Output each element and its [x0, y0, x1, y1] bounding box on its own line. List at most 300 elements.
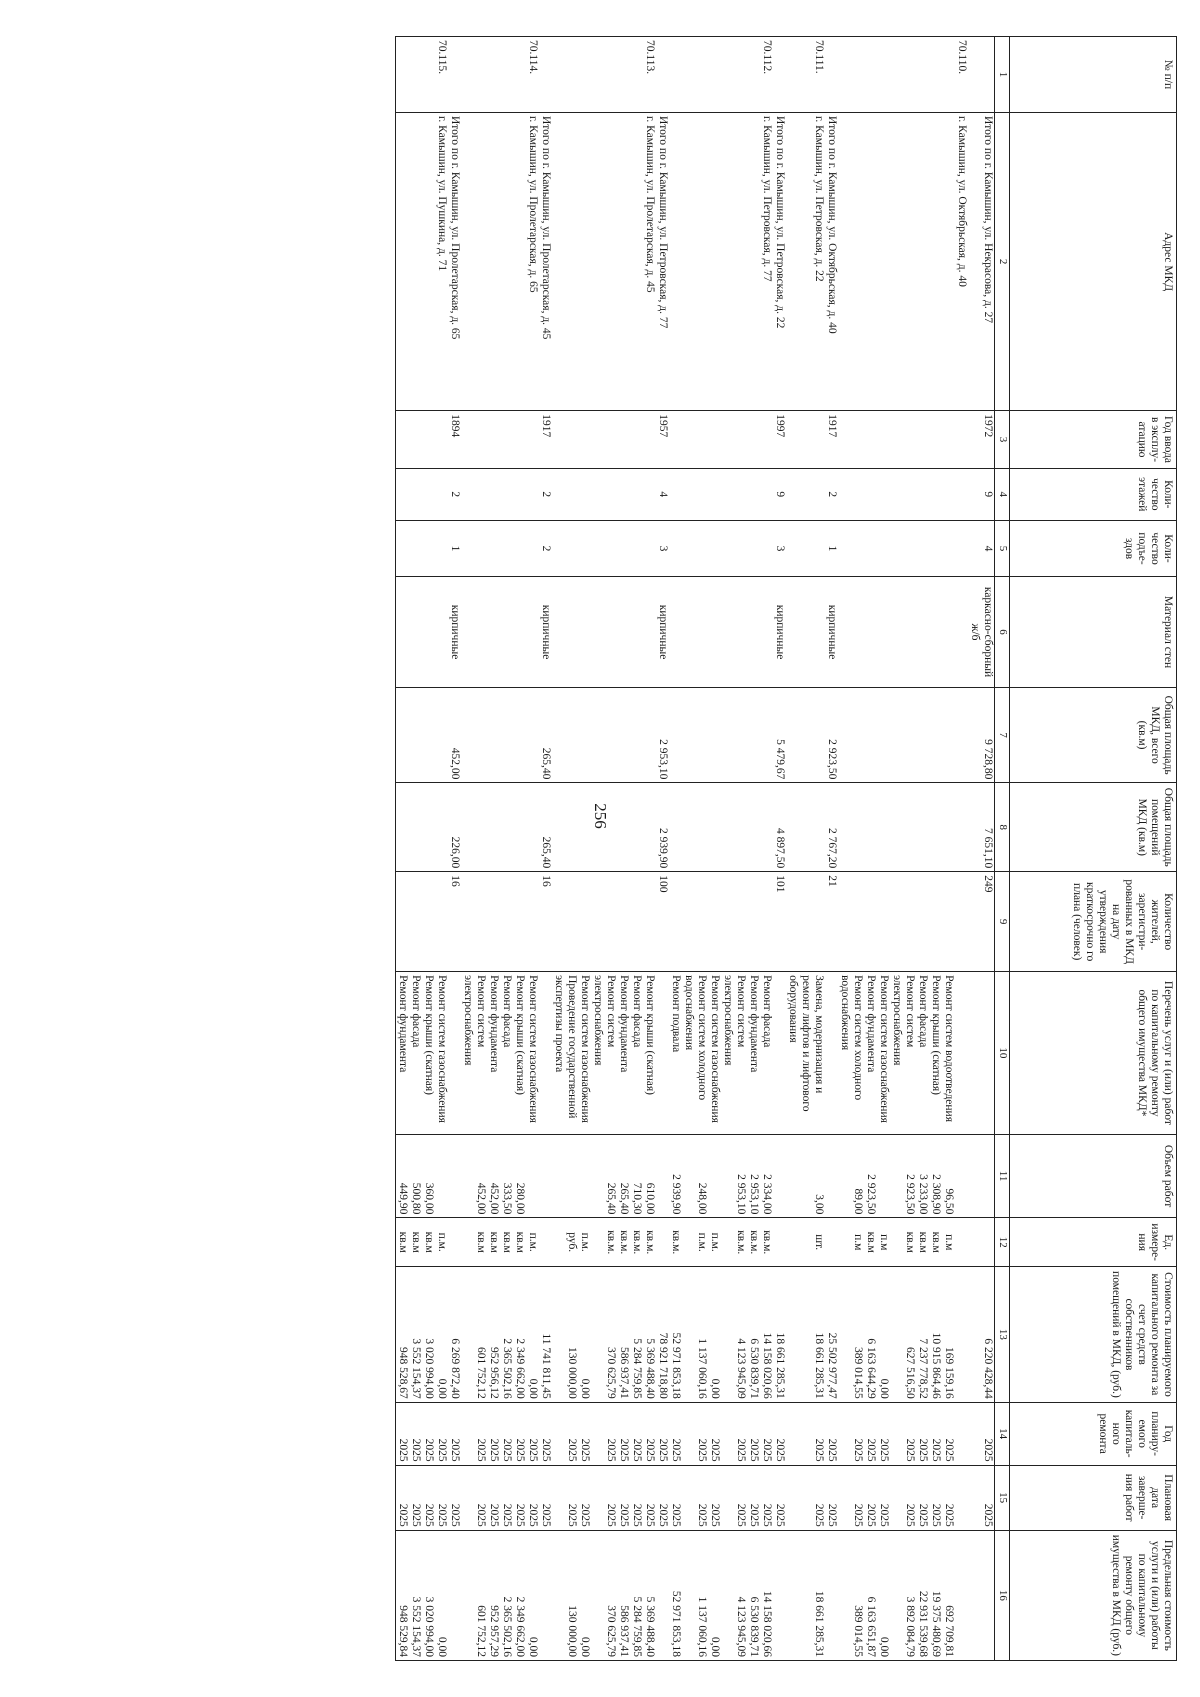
cell-col-2 [838, 112, 864, 410]
cell-col-6: кирпичные [448, 577, 461, 688]
column-header-7: Общая площадь МКД, всего (кв.м) [1010, 687, 1177, 782]
cell-col-5 [552, 520, 578, 576]
cell-col-16 [448, 1530, 461, 1660]
cell-col-13: 389 014,55 [838, 1267, 864, 1403]
cell-col-13: 11 741 811,45 [539, 1267, 552, 1403]
page-number: 256 [591, 803, 610, 829]
cell-col-12: кв.м. [669, 1218, 682, 1267]
cell-col-14: 2025 [461, 1402, 487, 1465]
cell-col-9 [890, 872, 916, 972]
cell-col-10: Ремонт фасада [409, 972, 422, 1135]
cell-col-13: 0,00 [877, 1267, 890, 1403]
cell-col-7 [760, 687, 773, 782]
cell-col-3 [513, 411, 526, 468]
cell-col-9 [721, 872, 747, 972]
cell-col-14: 2025 [916, 1402, 929, 1465]
cell-col-14: 2025 [786, 1402, 825, 1465]
column-header-15: Плановая дата заверше-ния работ [1010, 1465, 1177, 1530]
cell-col-14: 2025 [448, 1402, 461, 1465]
cell-col-16: 5 284 759,85 [630, 1530, 643, 1660]
cell-col-2: Итого по г. Камышин, ул. Октябрьская, д. 40 [825, 112, 838, 410]
cell-col-14: 2025 [682, 1402, 708, 1465]
cell-col-2 [890, 112, 916, 410]
cell-col-13: 5 284 759,85 [630, 1267, 643, 1403]
table-row [643, 37, 656, 1661]
cell-col-5 [500, 520, 513, 576]
cell-col-15: 2025 [864, 1465, 877, 1530]
cell-col-5 [435, 520, 448, 576]
cell-col-16: 952 957,29 [487, 1530, 500, 1660]
cell-col-4 [578, 468, 591, 520]
cell-col-10 [539, 972, 552, 1135]
cell-col-8 [617, 783, 630, 872]
column-header-5: Коли-чество подъе-здов [1010, 520, 1177, 576]
cell-col-10: Ремонт систем электроснабжения [721, 972, 747, 1135]
cell-col-4 [890, 468, 916, 520]
cell-col-16: 0,00 [435, 1530, 448, 1660]
table-row [721, 37, 747, 1661]
cell-col-7 [916, 687, 929, 782]
cell-col-9 [630, 872, 643, 972]
cell-col-12: п.м. [708, 1218, 721, 1267]
cell-col-12: кв.м [513, 1218, 526, 1267]
cell-col-14: 2025 [409, 1402, 422, 1465]
cell-col-1 [591, 37, 617, 113]
cell-col-6 [916, 577, 929, 688]
cell-col-7 [890, 687, 916, 782]
cell-col-9: 249 [968, 872, 995, 972]
cell-col-10: Ремонт фасада [760, 972, 773, 1135]
cell-col-14: 2025 [890, 1402, 916, 1465]
cell-col-1 [422, 37, 435, 113]
cell-col-14: 2025 [968, 1402, 995, 1465]
cell-col-12: п.м [838, 1218, 864, 1267]
cell-col-8 [630, 783, 643, 872]
cell-col-15: 2025 [786, 1465, 825, 1530]
cell-col-6 [591, 577, 617, 688]
cell-col-11: 452,00 [461, 1134, 487, 1218]
cell-col-12: кв.м. [630, 1218, 643, 1267]
cell-col-2: Итого по г. Камышин, ул. Петровская, д. 77 [656, 112, 669, 410]
column-number-15: 15 [995, 1465, 1010, 1530]
cell-col-11: 2 953,10 [721, 1134, 747, 1218]
cell-col-8 [708, 783, 721, 872]
cell-col-13: 948 528,67 [396, 1267, 410, 1403]
cell-col-1 [708, 37, 721, 113]
cell-col-14: 2025 [513, 1402, 526, 1465]
cell-col-2: г. Камышин, ул. Пушкина, д. 71 [435, 112, 448, 410]
cell-col-4 [929, 468, 942, 520]
cell-col-7 [513, 687, 526, 782]
cell-col-12: п.м [942, 1218, 955, 1267]
cell-col-9 [422, 872, 435, 972]
cell-col-2 [721, 112, 747, 410]
table-row [682, 37, 708, 1661]
cell-col-11: 2 334,00 [760, 1134, 773, 1218]
cell-col-6 [552, 577, 578, 688]
cell-col-2 [630, 112, 643, 410]
cell-col-15: 2025 [838, 1465, 864, 1530]
cell-col-5 [890, 520, 916, 576]
cell-col-7 [643, 687, 656, 782]
column-header-11: Объем работ [1010, 1134, 1177, 1218]
cell-col-13: 4 123 945,09 [721, 1267, 747, 1403]
cell-col-10: Ремонт систем водоотведения [942, 972, 955, 1135]
cell-col-9 [708, 872, 721, 972]
cell-col-16: 0,00 [526, 1530, 539, 1660]
cell-col-1 [500, 37, 513, 113]
cell-col-8: 4 897,50 [773, 783, 786, 872]
cell-col-5 [942, 520, 955, 576]
table-row [864, 37, 877, 1661]
cell-col-12 [448, 1218, 461, 1267]
cell-col-6 [409, 577, 422, 688]
cell-col-11 [773, 1134, 786, 1218]
cell-col-14: 2025 [591, 1402, 617, 1465]
cell-col-9 [591, 872, 617, 972]
cell-col-15: 2025 [773, 1465, 786, 1530]
cell-col-13: 0,00 [578, 1267, 591, 1403]
cell-col-5 [617, 520, 630, 576]
cell-col-1 [838, 37, 864, 113]
cell-col-9 [409, 872, 422, 972]
cell-col-2 [487, 112, 500, 410]
cell-col-4 [877, 468, 890, 520]
cell-col-13: 3 552 154,37 [409, 1267, 422, 1403]
cell-col-12 [656, 1218, 669, 1267]
cell-col-2 [396, 112, 410, 410]
cell-col-9: 16 [448, 872, 461, 972]
cell-col-7 [500, 687, 513, 782]
column-header-2: Адрес МКД [1010, 112, 1177, 410]
cell-col-12 [773, 1218, 786, 1267]
cell-col-4 [838, 468, 864, 520]
table-row [422, 37, 435, 1661]
table-row [786, 37, 825, 1661]
cell-col-6 [747, 577, 760, 688]
cell-col-15: 2025 [617, 1465, 630, 1530]
cell-col-4 [396, 468, 410, 520]
cell-col-6: кирпичные [773, 577, 786, 688]
column-header-8: Общая площадь помещений МКД (кв.м) [1010, 783, 1177, 872]
cell-col-15: 2025 [942, 1465, 955, 1530]
cell-col-1 [630, 37, 643, 113]
cell-col-10: Ремонт фасада [630, 972, 643, 1135]
cell-col-12 [968, 1218, 995, 1267]
cell-col-7 [435, 687, 448, 782]
cell-col-9 [916, 872, 929, 972]
cell-col-7 [838, 687, 864, 782]
cell-col-10: Ремонт крыши (скатная) [513, 972, 526, 1135]
cell-col-13: 6 163 644,29 [864, 1267, 877, 1403]
cell-col-16 [825, 1530, 838, 1660]
table-row [396, 37, 410, 1661]
cell-col-15: 2025 [825, 1465, 838, 1530]
cell-col-9: 21 [825, 872, 838, 972]
column-header-6: Материал стен [1010, 577, 1177, 688]
cell-col-15: 2025 [539, 1465, 552, 1530]
cell-col-7: 5 479,67 [773, 687, 786, 782]
cell-col-5 [422, 520, 435, 576]
cell-col-3 [643, 411, 656, 468]
cell-col-2 [617, 112, 630, 410]
cell-col-11 [435, 1134, 448, 1218]
cell-col-15: 2025 [968, 1465, 995, 1530]
cell-col-6 [487, 577, 500, 688]
cell-col-3 [552, 411, 578, 468]
cell-col-15: 2025 [526, 1465, 539, 1530]
cell-col-14: 2025 [578, 1402, 591, 1465]
cell-col-4 [786, 468, 825, 520]
cell-col-13: 2 365 502,16 [500, 1267, 513, 1403]
cell-col-3 [461, 411, 487, 468]
column-header-12: Ед. измере-ния [1010, 1218, 1177, 1267]
cell-col-14: 2025 [526, 1402, 539, 1465]
cell-col-15: 2025 [760, 1465, 773, 1530]
cell-col-2 [929, 112, 942, 410]
cell-col-13: 130 000,00 [552, 1267, 578, 1403]
cell-col-10: Ремонт крыши (скатная) [643, 972, 656, 1135]
cell-col-3 [747, 411, 760, 468]
cell-col-13: 5 369 488,40 [643, 1267, 656, 1403]
cell-col-4 [435, 468, 448, 520]
cell-col-9 [396, 872, 410, 972]
cell-col-3 [435, 411, 448, 468]
cell-col-7 [552, 687, 578, 782]
column-number-4: 4 [995, 468, 1010, 520]
cell-col-15: 2025 [578, 1465, 591, 1530]
cell-col-7 [630, 687, 643, 782]
cell-col-2 [682, 112, 708, 410]
cell-col-12: кв.м. [591, 1218, 617, 1267]
cell-col-12: кв.м [890, 1218, 916, 1267]
cell-col-10 [825, 972, 838, 1135]
table-row [513, 37, 526, 1661]
cell-col-15: 2025 [422, 1465, 435, 1530]
cell-col-7 [669, 687, 682, 782]
cell-col-16: 389 014,55 [838, 1530, 864, 1660]
cell-col-12: п.м [877, 1218, 890, 1267]
cell-col-14: 2025 [773, 1402, 786, 1465]
cell-col-6 [500, 577, 513, 688]
cell-col-13: 14 158 020,66 [760, 1267, 773, 1403]
cell-col-15: 2025 [461, 1465, 487, 1530]
table-row [890, 37, 916, 1661]
cell-col-2: Итого по г. Камышин, ул. Пролетарская, д. 45 [539, 112, 552, 410]
cell-col-6: каркасно-сборный ж/б [968, 577, 995, 688]
cell-col-5 [461, 520, 487, 576]
cell-col-14: 2025 [422, 1402, 435, 1465]
cell-col-7 [877, 687, 890, 782]
cell-col-8 [552, 783, 578, 872]
cell-col-12 [539, 1218, 552, 1267]
cell-col-8 [578, 783, 591, 872]
cell-col-7 [955, 687, 968, 782]
cell-col-6: кирпичные [656, 577, 669, 688]
cell-col-11: 610,00 [643, 1134, 656, 1218]
cell-col-6 [435, 577, 448, 688]
cell-col-9 [435, 872, 448, 972]
cell-col-2 [422, 112, 435, 410]
table-row [617, 37, 630, 1661]
cell-col-3 [591, 411, 617, 468]
cell-col-11: 3 233,00 [916, 1134, 929, 1218]
cell-col-8 [747, 783, 760, 872]
cell-col-15: 2025 [500, 1465, 513, 1530]
cell-col-8 [435, 783, 448, 872]
cell-col-3: 1997 [773, 411, 786, 468]
cell-col-1: 70.115. [435, 37, 448, 113]
cell-col-5 [786, 520, 825, 576]
table-row [929, 37, 942, 1661]
cell-col-2 [942, 112, 955, 410]
cell-col-9 [929, 872, 942, 972]
cell-col-1 [773, 37, 786, 113]
cell-col-1 [916, 37, 929, 113]
cell-col-1 [864, 37, 877, 113]
table-row [409, 37, 422, 1661]
cell-col-13: 0,00 [708, 1267, 721, 1403]
cell-col-3 [929, 411, 942, 468]
cell-col-5 [591, 520, 617, 576]
cell-col-9 [643, 872, 656, 972]
cell-col-8 [838, 783, 864, 872]
cell-col-5 [396, 520, 410, 576]
cell-col-13: 25 502 977,47 [825, 1267, 838, 1403]
cell-col-4 [500, 468, 513, 520]
table-row [630, 37, 643, 1661]
cell-col-10: Ремонт систем газоснабжения [877, 972, 890, 1135]
cell-col-2: г. Камышин, ул. Петровская, д. 22 [786, 112, 825, 410]
cell-col-16 [656, 1530, 669, 1660]
cell-col-15: 2025 [929, 1465, 942, 1530]
cell-col-10: Ремонт подвала [669, 972, 682, 1135]
cell-col-13: 0,00 [435, 1267, 448, 1403]
cell-col-4 [682, 468, 708, 520]
cell-col-16: 692 709,81 [942, 1530, 955, 1660]
cell-col-8 [591, 783, 617, 872]
cell-col-1 [552, 37, 578, 113]
cell-col-4 [760, 468, 773, 520]
cell-col-10: Ремонт фундамента [747, 972, 760, 1135]
cell-col-5 [643, 520, 656, 576]
cell-col-2 [409, 112, 422, 410]
cell-col-9 [942, 872, 955, 972]
cell-col-8 [643, 783, 656, 872]
table-row [578, 37, 591, 1661]
cell-col-4 [422, 468, 435, 520]
cell-col-16: 370 625,79 [591, 1530, 617, 1660]
cell-col-3 [630, 411, 643, 468]
cell-col-11: 265,40 [591, 1134, 617, 1218]
cell-col-2 [461, 112, 487, 410]
cell-col-14: 2025 [877, 1402, 890, 1465]
cell-col-6 [877, 577, 890, 688]
column-number-14: 14 [995, 1402, 1010, 1465]
table-row [747, 37, 760, 1661]
cell-col-11 [552, 1134, 578, 1218]
cell-col-11: 452,00 [487, 1134, 500, 1218]
cell-col-14: 2025 [747, 1402, 760, 1465]
cell-col-3 [916, 411, 929, 468]
cell-col-5: 1 [448, 520, 461, 576]
cell-col-11: 248,00 [682, 1134, 708, 1218]
cell-col-3: 1894 [448, 411, 461, 468]
cell-col-11: 2 923,50 [890, 1134, 916, 1218]
cell-col-16: 0,00 [708, 1530, 721, 1660]
cell-col-10: Ремонт крыши (скатная) [929, 972, 942, 1135]
cell-col-5 [838, 520, 864, 576]
cell-col-4: 9 [773, 468, 786, 520]
cell-col-2: Итого по г. Камышин, ул. Некрасова, д. 27 [968, 112, 995, 410]
cell-col-6 [890, 577, 916, 688]
cell-col-3 [838, 411, 864, 468]
cell-col-12: п.м. [526, 1218, 539, 1267]
cell-col-3: 1972 [968, 411, 995, 468]
cell-col-12: кв.м [461, 1218, 487, 1267]
cell-col-9 [578, 872, 591, 972]
cell-col-16: 130 000,00 [552, 1530, 578, 1660]
cell-col-12: кв.м. [721, 1218, 747, 1267]
cell-col-8 [942, 783, 955, 872]
table-row [825, 37, 838, 1661]
cell-col-5 [747, 520, 760, 576]
cell-col-10: Ремонт систем газоснабжения [526, 972, 539, 1135]
cell-col-11: 2 923,50 [864, 1134, 877, 1218]
cell-col-5 [669, 520, 682, 576]
cell-col-4 [591, 468, 617, 520]
cell-col-3 [760, 411, 773, 468]
cell-col-4 [617, 468, 630, 520]
cell-col-15: 2025 [630, 1465, 643, 1530]
cell-col-1 [682, 37, 708, 113]
cell-col-14: 2025 [396, 1402, 410, 1465]
cell-col-16: 18 661 285,31 [786, 1530, 825, 1660]
cell-col-2 [578, 112, 591, 410]
table-row [487, 37, 500, 1661]
cell-col-12: кв.м [500, 1218, 513, 1267]
cell-col-4: 4 [656, 468, 669, 520]
cell-col-2: г. Камышин, ул. Петровская, д. 77 [760, 112, 773, 410]
cell-col-11: 449,90 [396, 1134, 410, 1218]
cell-col-6 [422, 577, 435, 688]
cell-col-1: 70.111. [786, 37, 825, 113]
cell-col-7 [461, 687, 487, 782]
cell-col-16: 6 163 651,87 [864, 1530, 877, 1660]
cell-col-10: Ремонт систем электроснабжения [890, 972, 916, 1135]
cell-col-11: 333,50 [500, 1134, 513, 1218]
cell-col-10: Ремонт фундамента [864, 972, 877, 1135]
cell-col-8 [916, 783, 929, 872]
table-row [435, 37, 448, 1661]
cell-col-6 [578, 577, 591, 688]
cell-col-7 [721, 687, 747, 782]
column-number-row [995, 37, 1010, 1661]
cell-col-13: 7 237 778,52 [916, 1267, 929, 1403]
cell-col-13: 169 159,16 [942, 1267, 955, 1403]
cell-col-5: 2 [539, 520, 552, 576]
cell-col-4 [669, 468, 682, 520]
cell-col-6 [526, 577, 539, 688]
column-number-2: 2 [995, 112, 1010, 410]
cell-col-9 [669, 872, 682, 972]
column-number-1: 1 [995, 37, 1010, 113]
table-row [838, 37, 864, 1661]
table-row [916, 37, 929, 1661]
cell-col-1: 70.114. [526, 37, 539, 113]
cell-col-3 [877, 411, 890, 468]
cell-col-13: 0,00 [526, 1267, 539, 1403]
